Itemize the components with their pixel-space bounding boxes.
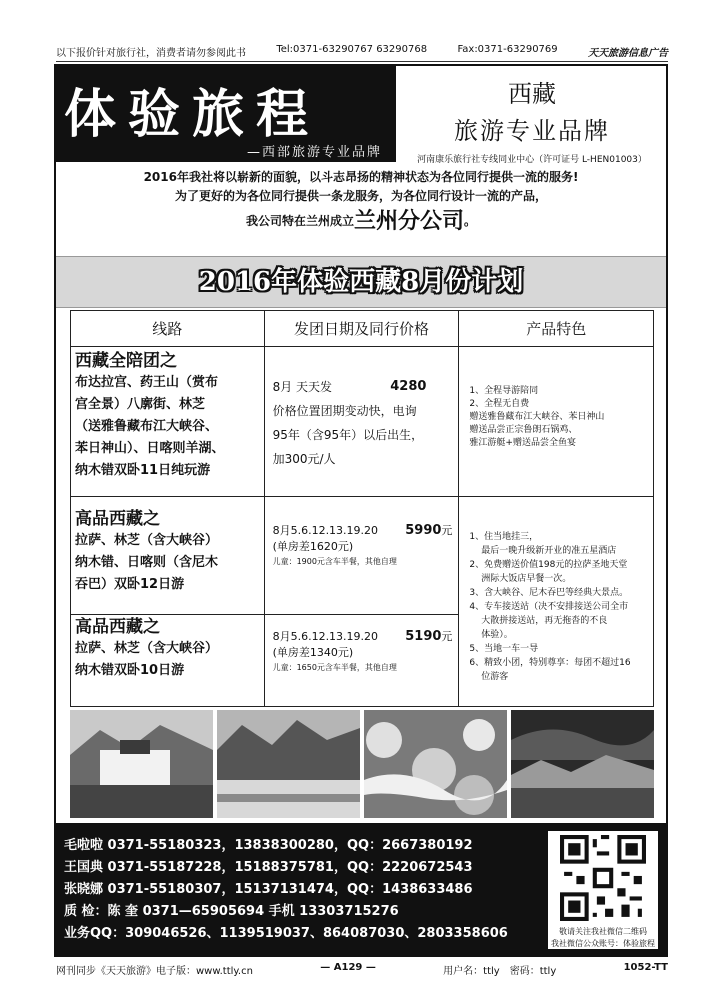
header-features: 产品特色 <box>459 311 654 347</box>
child-price: 儿童：1650元含车半餐，其他自理 <box>272 663 397 672</box>
table-row <box>71 497 654 615</box>
price-group <box>405 523 452 539</box>
feature-item: 赠送品尝正宗鲁朗石锅鸡、 <box>469 425 578 435</box>
brand-slogan: —西部旅游专业品牌 <box>246 145 382 160</box>
branch-line <box>56 209 666 234</box>
feature-item: 6、精致小团，特别尊享：每团不超过16 <box>469 658 631 668</box>
tagline-line2: 旅游专业品牌 <box>454 117 610 145</box>
ad-tag: 天天旅游信息广告 <box>588 48 668 59</box>
header-dates: 发团日期及同行价格 <box>264 311 459 347</box>
route-cell <box>71 347 265 497</box>
header-route: 线路 <box>71 311 265 347</box>
feature-item: 体验）。 <box>469 630 513 640</box>
departure-date: 8月5.6.12.13.19.20 <box>272 630 379 643</box>
feature-item: 洲际大饭店早餐一次。 <box>469 574 572 584</box>
price: 5990 <box>405 523 442 538</box>
notice-text: 以下报价针对旅行社，消费者请勿参阅此书 <box>56 48 246 59</box>
route-desc-line: 吞巴）双卧12日游 <box>75 577 185 592</box>
route-desc-line: 纳木错、日喀则（含尼木 <box>75 555 219 570</box>
feature-item: 大散拼接送站，再无拖沓的不良 <box>469 616 608 626</box>
price-unit: 元 <box>441 630 453 643</box>
issue-code: 1052-TT <box>623 962 668 973</box>
feature-item: 1、全程导游陪同 <box>469 386 539 396</box>
mountain-storm-photo <box>511 710 654 818</box>
potala-palace-photo <box>70 710 213 818</box>
departure-date: 8月 天天发 <box>272 380 333 394</box>
price-note: 价格位置团期变动快，电询 <box>272 404 417 418</box>
contact-panel <box>56 823 666 955</box>
date-price-line <box>273 629 453 645</box>
route-desc-line: （送雅鲁藏布江大峡谷、 <box>75 419 219 434</box>
contact-line: 业务QQ：309046526、1139519037、864087030、2803358606 <box>64 926 508 941</box>
table-row <box>71 347 654 497</box>
intro-line2: 为了更好的为各位同行提供一条龙服务，为各位同行设计一流的产品， <box>174 189 547 203</box>
brand-title: 体验旅程 <box>64 84 321 145</box>
route-desc-line: 布达拉宫、药王山（赏布 <box>75 375 219 390</box>
price-note: (单房差1340元) <box>272 646 354 659</box>
route-title: 高品西藏之 <box>75 617 160 637</box>
route-desc-line: 拉萨、林芝（含大峡谷） <box>75 533 219 548</box>
route-desc <box>75 530 260 596</box>
contact-line: 王国典 0371-55187228，15188375781，QQ：2220672543 <box>64 860 473 875</box>
forest-valley-photo <box>364 710 507 818</box>
contact-line: 张晓娜 0371-55180307，15137131474，QQ：1438633486 <box>64 882 473 897</box>
tagline-line1: 西藏 <box>508 80 556 108</box>
routes-table <box>70 310 654 707</box>
price-unit: 元 <box>441 524 453 537</box>
features-cell <box>459 347 654 497</box>
feature-item: 雅江游艇+赠送品尝全鱼宴 <box>469 438 576 448</box>
feature-item: 4、专车接送站（决不安排接送公司全市 <box>469 602 629 612</box>
intro-line1: 2016年我社将以崭新的面貌，以斗志昂扬的精神状态为各位同行提供一流的服务! <box>143 170 579 184</box>
route-desc-line: 纳木错双卧11日纯玩游 <box>75 463 211 478</box>
date-price-line <box>273 523 453 539</box>
feature-item: 5、当地一车一导 <box>469 644 539 654</box>
contact-line: 毛啦啦 0371-55180323，13838300280，QQ：2667380192 <box>64 838 473 853</box>
branch-suffix: 。 <box>464 214 477 228</box>
feature-item: 赠送雅鲁藏布江大峡谷、苯日神山 <box>469 412 605 422</box>
photo-strip <box>70 710 654 818</box>
footer-login: 用户名：ttly 密码：ttly <box>443 966 557 977</box>
qr-code-icon <box>560 835 646 921</box>
qr-caption1: 敬请关注我社微信二维码 <box>559 927 647 936</box>
price-note: 加300元/人 <box>272 452 336 466</box>
branch-prefix: 我公司特在兰州成立 <box>245 214 354 228</box>
route-cell <box>71 497 265 615</box>
top-notice-bar <box>56 44 668 62</box>
route-cell <box>71 615 265 707</box>
brand-banner <box>56 66 394 162</box>
price-note: 95年（含95年）以后出生， <box>272 428 424 442</box>
route-desc-line: 纳木错双卧10日游 <box>75 663 185 678</box>
route-desc-line: 宫全景）八廓街、林芝 <box>75 397 206 412</box>
branch-highlight: 兰州分公司 <box>353 209 464 234</box>
intro-text <box>56 162 666 234</box>
plan-banner <box>56 256 666 308</box>
contact-list <box>64 835 508 945</box>
price-group <box>405 629 452 645</box>
table-header-row <box>71 311 654 347</box>
price: 5190 <box>405 629 442 644</box>
contact-line: 质 检：陈 奎 0371—65905694 手机 13303715276 <box>64 904 399 919</box>
date-price-line <box>273 375 453 399</box>
feature-item: 位游客 <box>469 672 509 682</box>
plateau-landscape-photo <box>217 710 360 818</box>
footer-site: 网刊同步《天天旅游》电子版：www.ttly.cn <box>56 966 253 977</box>
dates-cell <box>264 615 459 707</box>
feature-item: 2、全程无自费 <box>469 399 530 409</box>
route-title: 西藏全陪团之 <box>75 351 177 371</box>
route-title: 高品西藏之 <box>75 509 160 529</box>
fax-text: Fax:0371-63290769 <box>457 44 558 55</box>
dates-cell <box>264 497 459 615</box>
route-desc-line: 拉萨、林芝（含大峡谷） <box>75 641 219 656</box>
dates-cell <box>264 347 459 497</box>
ad-frame <box>54 64 668 957</box>
route-desc <box>75 372 260 482</box>
feature-item: 1、住当地挂三， <box>469 532 539 542</box>
price: 4280 <box>390 379 427 394</box>
brand-tagline-box <box>394 66 668 165</box>
tel-text: Tel:0371-63290767 63290768 <box>276 44 428 55</box>
child-price: 儿童：1900元含车半餐，其他自理 <box>272 557 397 566</box>
page-number: — A129 — <box>320 962 376 973</box>
license-text: 河南康乐旅行社专线同业中心（许可证号 L-HEN01003） <box>417 155 647 165</box>
feature-item: 最后一晚升级新开业的准五星酒店 <box>469 546 617 556</box>
price-note: (单房差1620元) <box>272 540 354 553</box>
route-desc <box>75 638 260 682</box>
departure-date: 8月5.6.12.13.19.20 <box>272 524 379 537</box>
plan-title: 2016年体验西藏8月份计划 <box>198 267 524 297</box>
qr-code-box <box>548 831 658 949</box>
qr-caption2: 我社微信公众账号：体验旅程 <box>551 939 655 948</box>
feature-item: 3、含大峡谷、尼木吞巴等经典大景点。 <box>469 588 629 598</box>
feature-item: 2、免费赠送价值198元的拉萨圣地天堂 <box>469 560 628 570</box>
footer-bar <box>56 962 668 977</box>
features-cell <box>459 497 654 707</box>
route-desc-line: 苯日神山）、日喀则羊湖、 <box>75 441 225 456</box>
